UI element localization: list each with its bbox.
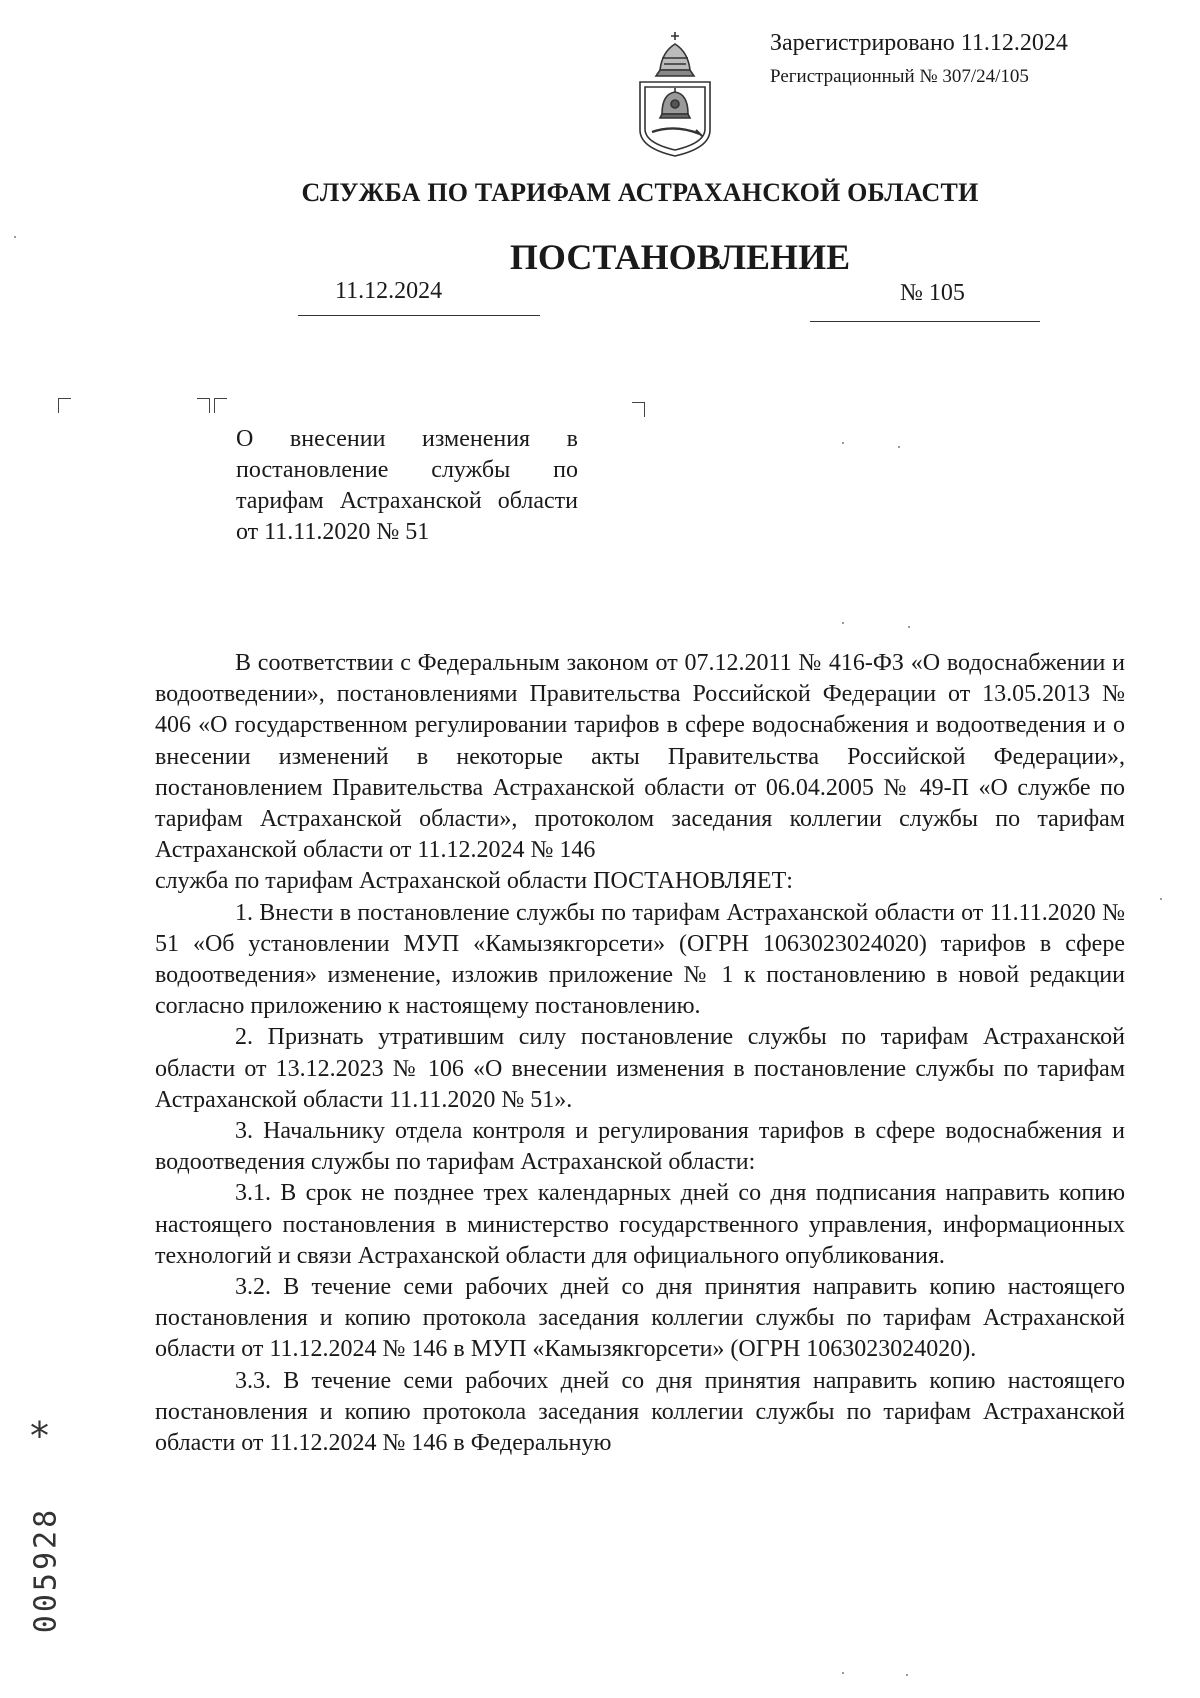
scan-speck bbox=[1160, 898, 1162, 900]
scan-speck bbox=[14, 236, 16, 238]
date-underline bbox=[298, 315, 540, 316]
scan-speck bbox=[906, 1674, 908, 1676]
decree-line: служба по тарифам Астраханской области ПОСТАНОВЛЯЕТ: bbox=[155, 868, 793, 895]
scan-speck bbox=[908, 626, 910, 628]
corner-mark-top-right bbox=[632, 402, 645, 417]
margin-code bbox=[28, 1470, 64, 1670]
document-type: ПОСТАНОВЛЕНИЕ bbox=[509, 237, 851, 277]
document-subject: О внесении изменения в постановление службы по тарифам Астраханской области от 11.11.2020 № 51 bbox=[236, 426, 578, 545]
item-paragraph: 2. Признать утратившим силу постановление службы по тарифам Астраханской области от 13.12.2023 № 106 «О внесении изменения в постановление службы по тарифам Астраханской области 11.11.2020 № 51». bbox=[155, 1024, 1125, 1113]
item-paragraph: 3.1. В срок не позднее трех календарных дней со дня подписания направить копию настоящего постановления в министерство государственного управления, информационных технологий и связи Астраханской области для официального опубликования. bbox=[155, 1180, 1125, 1269]
document-number: № 105 bbox=[900, 280, 965, 306]
item-paragraph: 3. Начальнику отдела контроля и регулирования тарифов в сфере водоснабжения и водоотведения службы по тарифам Астраханской области: bbox=[155, 1118, 1125, 1176]
scan-speck bbox=[842, 622, 844, 624]
item-paragraph: 3.3. В течение семи рабочих дней со дня принятия направить копию настоящего постановления и копию протокола заседания коллегии службы по тарифам Астраханской области от 11.12.2024 № 146 в Федеральную bbox=[155, 1367, 1125, 1457]
corner-mark-top-left bbox=[58, 398, 71, 413]
scan-speck bbox=[842, 442, 844, 444]
item-paragraph: 1. Внести в постановление службы по тарифам Астраханской области от 11.11.2020 № 51 «Об установлении МУП «Камызякгорсети» (ОГРН 1063023024020) тарифов в сфере водоотведения» изменение, изложив приложение № 1 к постановлению в новой редакции согласно приложению к настоящему постановлению. bbox=[155, 899, 1125, 1020]
agency-name: СЛУЖБА ПО ТАРИФАМ АСТРАХАНСКОЙ ОБЛАСТИ bbox=[301, 178, 979, 207]
scan-speck bbox=[842, 1672, 844, 1674]
preamble-paragraph: В соответствии с Федеральным законом от 07.12.2011 № 416-ФЗ «О водоснабжении и водоотведении», постановлениями Правительства Российской Федерации от 13.05.2013 № 406 «О государственном регулировании тарифов в сфере водоснабжения и водоотведения и о внесении изменений в некоторые акты Правительства Российской Федерации», постановлением Правительства Астраханской области от 06.04.2005 № 49-П «О службе по тарифам Астраханской области», протоколом заседания коллегии службы по тарифам Астраханской области от 11.12.2024 № 146 bbox=[155, 650, 1125, 864]
margin-star: * bbox=[30, 1414, 49, 1458]
registration-number: Регистрационный № 307/24/105 bbox=[770, 66, 1029, 87]
margin-code-text: 005928 bbox=[28, 1506, 64, 1634]
coat-of-arms-icon bbox=[632, 30, 718, 160]
document-body bbox=[155, 648, 1125, 1459]
item-paragraph: 3.2. В течение семи рабочих дней со дня принятия направить копию настоящего постановления и копию протокола заседания коллегии службы по тарифам Астраханской области от 11.12.2024 № 146 в МУП «Камызякгорсети» (ОГРН 1063023024020). bbox=[155, 1274, 1125, 1363]
scan-speck bbox=[898, 446, 900, 448]
registration-date: Зарегистрировано 11.12.2024 bbox=[770, 30, 1068, 56]
corner-mark-top-right bbox=[197, 398, 210, 413]
number-underline bbox=[810, 321, 1040, 322]
document-date: 11.12.2024 bbox=[335, 278, 443, 304]
corner-mark-top-left bbox=[214, 398, 227, 413]
